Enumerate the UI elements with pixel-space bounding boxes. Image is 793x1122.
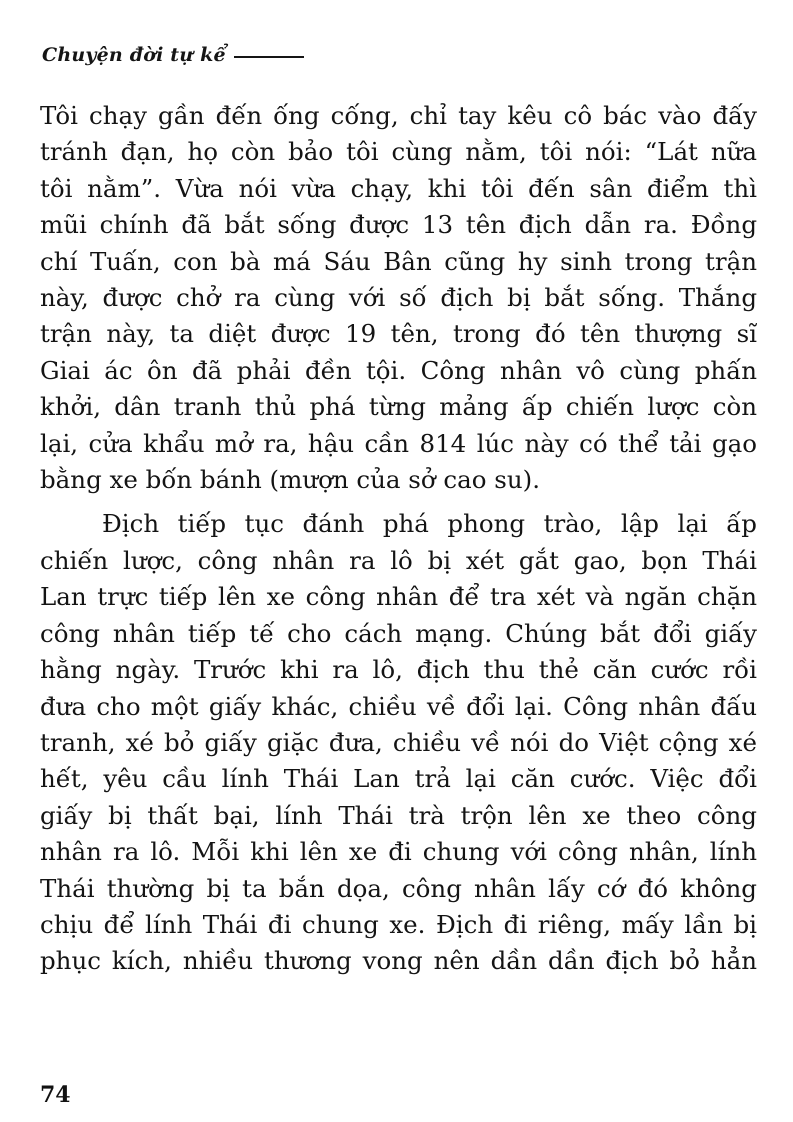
running-header: [42, 44, 304, 66]
text-line: tranh, xé bỏ giấy giặc đưa, chiều về nói do Việt cộng xé: [40, 727, 757, 757]
text-line: Thái thường bị ta bắn dọa, công nhân lấy cớ đó không: [40, 873, 757, 903]
text-line: phục kích, nhiều thương vong nên dần dần địch bỏ hẳn: [40, 946, 757, 976]
text-line: chiến lược, công nhân ra lô bị xét gắt gao, bọn Thái: [40, 545, 757, 575]
text-line: nhân ra lô. Mỗi khi lên xe đi chung với công nhân, lính: [40, 837, 757, 867]
text-line: khởi, dân tranh thủ phá từng mảng ấp chiến lược còn: [40, 392, 757, 422]
text-line: Tôi chạy gần đến ống cống, chỉ tay kêu cô bác vào đấy: [40, 101, 757, 130]
text-line: giấy bị thất bại, lính Thái trà trộn lên xe theo công: [40, 800, 757, 830]
text-line: tránh đạn, họ còn bảo tôi cùng nằm, tôi nói: “Lát nữa: [40, 137, 757, 167]
text-line: đưa cho một giấy khác, chiều về đổi lại. Công nhân đấu: [40, 691, 757, 721]
body-text: [40, 98, 757, 980]
text-line: Lan trực tiếp lên xe công nhân để tra xét và ngăn chặn: [40, 582, 757, 612]
text-line: bằng xe bốn bánh (mượn của sở cao su).: [40, 465, 540, 495]
text-line: Địch tiếp tục đánh phá phong trào, lập lại ấp: [102, 509, 757, 539]
running-header-title: Chuyện đời tự kể: [42, 44, 226, 66]
text-line: tôi nằm”. Vừa nói vừa chạy, khi tôi đến sân điểm thì: [40, 173, 757, 203]
page-number: 74: [40, 1082, 71, 1108]
text-line: mũi chính đã bắt sống được 13 tên địch dẫn ra. Đồng: [40, 210, 757, 240]
text-line: chí Tuấn, con bà má Sáu Bân cũng hy sinh trong trận: [40, 246, 757, 276]
text-line: trận này, ta diệt được 19 tên, trong đó tên thượng sĩ: [40, 319, 757, 349]
header-rule: [234, 56, 304, 58]
text-line: công nhân tiếp tế cho cách mạng. Chúng bắt đổi giấy: [40, 618, 757, 648]
text-line: chịu để lính Thái đi chung xe. Địch đi riêng, mấy lần bị: [40, 909, 757, 939]
paragraph-2: [40, 506, 757, 979]
text-line: hằng ngày. Trước khi ra lô, địch thu thẻ căn cước rồi: [40, 655, 757, 685]
text-line: Giai ác ôn đã phải đền tội. Công nhân vô cùng phấn: [40, 355, 757, 385]
text-line: này, được chở ra cùng với số địch bị bắt sống. Thắng: [40, 283, 757, 313]
text-line: hết, yêu cầu lính Thái Lan trả lại căn cước. Việc đổi: [40, 764, 757, 794]
paragraph-1: [40, 98, 757, 498]
text-line: lại, cửa khẩu mở ra, hậu cần 814 lúc này có thể tải gạo: [40, 428, 757, 458]
